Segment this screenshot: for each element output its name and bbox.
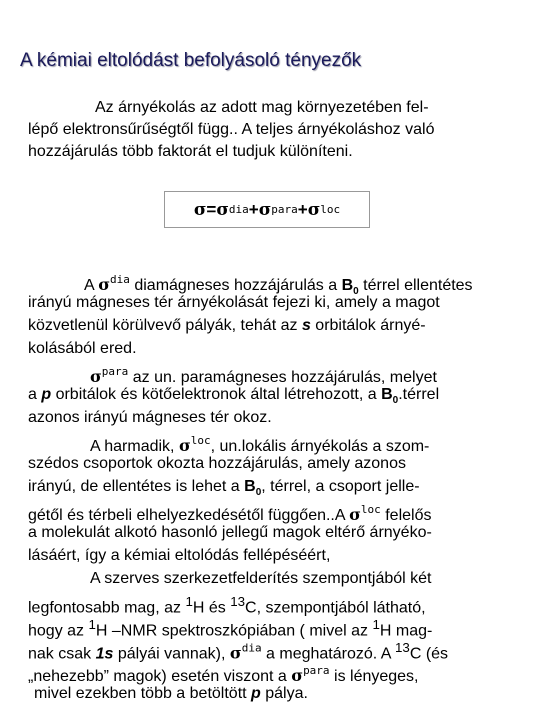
shielding-formula [164,191,370,228]
body-line: azonos irányú mágneses tér okoz. [28,409,272,426]
body-line: A harmadik, $\sigma^{loc}$, un.lokális árnyékolás a szom- [90,434,430,455]
sigma-symbol: σ [307,199,321,220]
body-line: hogy az $^1$H –NMR spektroszkópiában ( mivel az $^1$H mag- [28,617,433,640]
plus-sign: + [297,199,308,219]
sigma-symbol: σ [291,666,304,685]
equals-sign: = [206,199,217,219]
superscript-loc: loc [320,203,341,216]
body-line: A szerves szerkezetfelderítés szempontjából két [90,570,432,587]
intro-line: lépő elektronsűrűségtől függ.. A teljes árnyékoláshoz való [28,121,435,138]
body-line: „nehezebb” magok) esetén viszont a $\sigma^{para}$ is lényeges, [28,664,419,685]
superscript-para: para [271,203,298,216]
body-line: irányú mágneses tér árnyékolását fejezi ki, amely a magot [28,294,440,311]
sigma-symbol: σ [349,505,361,524]
body-line: lásáért, így a kémiai eltolódás fellépéséért, [28,547,331,564]
page-title: A kémiai eltolódást befolyásoló tényezők [20,50,362,71]
intro-line: Az árnyékolás az adott mag környezetében fel- [95,99,429,116]
body-line: gétől és térbeli elhelyezkedésétől függően..A $\sigma^{loc}$ felelős [28,503,432,524]
body-line: irányú, de ellentétes is lehet a $B_0$, térrel, a csoport jelle- [28,478,420,499]
sigma-symbol: σ [258,199,272,220]
body-line: mivel ezekben több a betöltött p pálya. [34,685,308,702]
body-line: kolásából ered. [28,340,137,357]
sigma-symbol: σ [98,275,111,294]
plus-sign: + [248,199,259,219]
body-line: legfontosabb mag, az $^1$H és $^{13}$C, szempontjából látható, [28,594,426,617]
sigma-symbol: σ [90,367,102,386]
sigma-symbol: σ [178,436,191,455]
body-line: a p orbitálok és kötőelektronok által létrehozott, a $B_0.térrel$ [28,386,440,407]
sigma-symbol: σ [193,199,207,220]
body-text [28,268,523,705]
superscript-dia: dia [228,203,249,216]
body-line: nak csak 1s pályái vannak), $\sigma^{dia}$ a meghatározó. A $^{13}$C (és [28,640,449,663]
body-line: A $\sigma^{dia}$ diamágneses hozzájárulás a $B_0$ térrel ellentétes [84,273,473,298]
intro-line: hozzájárulás több faktorát el tudjuk különíteni. [28,143,353,160]
body-line: $\sigma^{para}$ az un. paramágneses hozzájárulás, melyet [90,365,437,386]
sigma-symbol: σ [216,199,229,220]
sigma-symbol: σ [229,643,242,663]
body-line: a molekulát alkotó hasonló jellegű magok eltérő árnyéko- [28,524,432,541]
body-line: közvetlenül körülvevő pályák, tehát az s orbitálok árnyé- [28,317,426,334]
body-line: szédos csoportok okozta hozzájárulás, amely azonos [28,455,406,472]
intro-paragraph [28,97,523,163]
